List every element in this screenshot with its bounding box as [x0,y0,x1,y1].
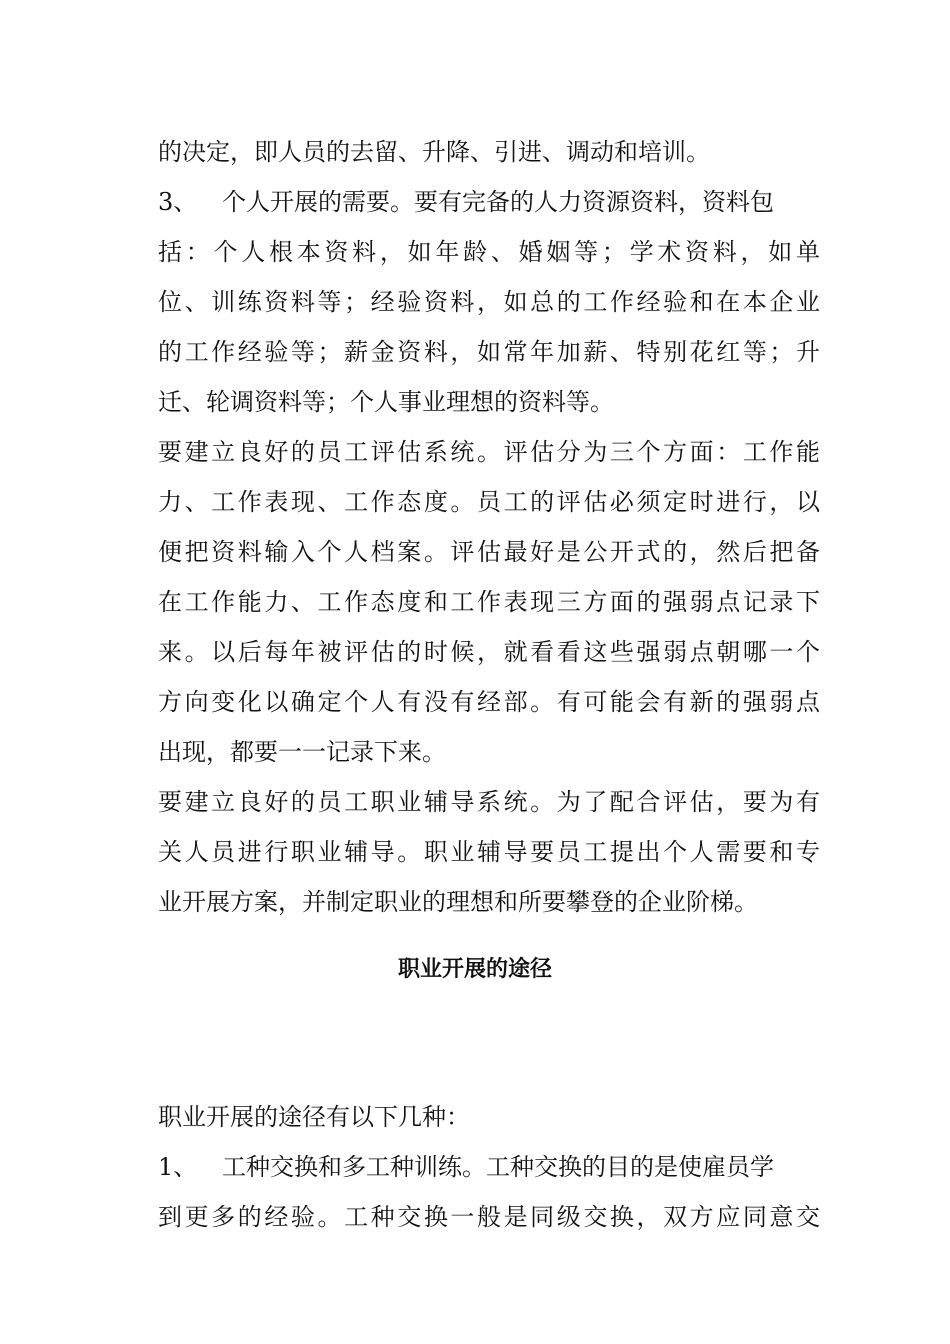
text-line: 要建立良好的员工评估系统。评估分为三个方面：工作能 [158,438,820,466]
text-line: 在工作能力、工作态度和工作表现三方面的强弱点记录下 [158,588,820,616]
text-line: 括：个人根本资料，如年龄、婚姻等；学术资料，如单 [158,238,820,266]
text-line: 关人员进行职业辅导。职业辅导要员工提出个人需要和专 [158,838,820,866]
list-number: 1、 [158,1153,198,1181]
text-line: 到更多的经验。工种交换一般是同级交换，双方应同意交 [158,1203,820,1231]
text-line: 业开展方案，并制定职业的理想和所要攀登的企业阶梯。 [158,888,758,916]
text-line: 迁、轮调资料等；个人事业理想的资料等。 [158,388,614,416]
text-line: 的工作经验等；薪金资料，如常年加薪、特别花红等；升 [158,338,820,366]
text-line: 力、工作表现、工作态度。员工的评估必须定时进行，以 [158,488,820,516]
text-line: 出现，都要一一记录下来。 [158,738,446,766]
text-line: 要建立良好的员工职业辅导系统。为了配合评估，要为有 [158,788,820,816]
text-line: 个人开展的需要。要有完备的人力资源资料，资料包 [222,188,774,216]
text-line: 的决定，即人员的去留、升降、引进、调动和培训。 [158,138,710,166]
list-item-3 [158,185,820,219]
text-line: 来。以后每年被评估的时候，就看看这些强弱点朝哪一个 [158,638,820,666]
text-line: 位、训练资料等；经验资料，如总的工作经验和在本企业 [158,288,820,316]
list-item-1 [158,1150,820,1184]
text-line: 便把资料输入个人档案。评估最好是公开式的，然后把备 [158,538,820,566]
text-line: 职业开展的途径有以下几种： [158,1103,470,1131]
text-line: 方向变化以确定个人有没有经部。有可能会有新的强弱点 [158,688,820,716]
section-heading: 职业开展的途径 [397,957,552,982]
list-number: 3、 [158,188,198,216]
text-line: 工种交换和多工种训练。工种交换的目的是使雇员学 [222,1153,774,1181]
